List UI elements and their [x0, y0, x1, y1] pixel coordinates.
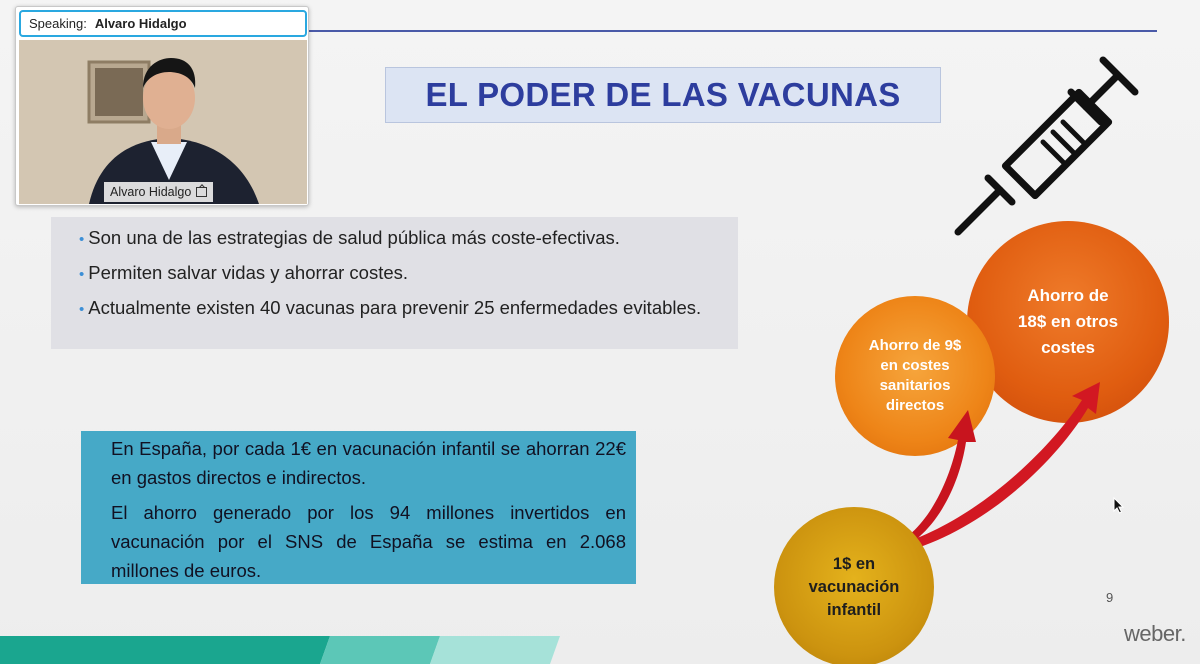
- circle-origin-label: 1$ en vacunación infantil: [808, 554, 900, 619]
- brand-logo: weber.: [1124, 621, 1186, 646]
- bullet-item: • Permiten salvar vidas y ahorrar costes.: [79, 262, 409, 283]
- slide-title: EL PODER DE LAS VACUNAS: [425, 76, 901, 113]
- slide-title-box: [385, 67, 941, 123]
- circle-origin-investment: [774, 507, 934, 664]
- footer-band: [0, 636, 560, 664]
- bullet-item: • Actualmente existen 40 vacunas para prevenir 25 enfermedades evitables.: [79, 297, 702, 318]
- page-number: 9: [1106, 590, 1114, 605]
- participant-video[interactable]: [19, 40, 307, 204]
- info-paragraph: El ahorro generado por los 94 millones invertidos en vacunación por el SNS de España se estima en 2.068 millones de euros.: [111, 502, 626, 581]
- spain-savings-box: [81, 431, 636, 584]
- syringe-icon: [950, 45, 1145, 240]
- bullet-item: • Son una de las estrategias de salud pública más coste-efectivas.: [79, 227, 620, 248]
- header-rule: [305, 30, 1157, 32]
- video-scene: [19, 40, 307, 204]
- bullet-icon: •: [79, 231, 85, 248]
- key-points-box: [51, 217, 738, 349]
- mouse-cursor-icon: [1113, 497, 1125, 514]
- video-panel[interactable]: [15, 6, 309, 206]
- circle-other-label: Ahorro de 18$ en otros costes: [1017, 286, 1119, 357]
- info-paragraph: En España, por cada 1€ en vacunación infantil se ahorran 22€ en gastos directos e indirectos.: [111, 438, 626, 488]
- circle-direct-label: Ahorro de 9$ en costes sanitarios directos: [868, 337, 962, 414]
- speaker-name: Alvaro Hidalgo: [94, 16, 187, 31]
- participant-name-tag: [104, 182, 213, 202]
- bullet-icon: •: [79, 301, 85, 318]
- speaking-label: Speaking:: [29, 16, 87, 31]
- share-screen-icon: [196, 187, 207, 197]
- speaking-indicator: [19, 10, 307, 37]
- bullet-icon: •: [79, 266, 85, 283]
- participant-name: Alvaro Hidalgo: [110, 185, 192, 199]
